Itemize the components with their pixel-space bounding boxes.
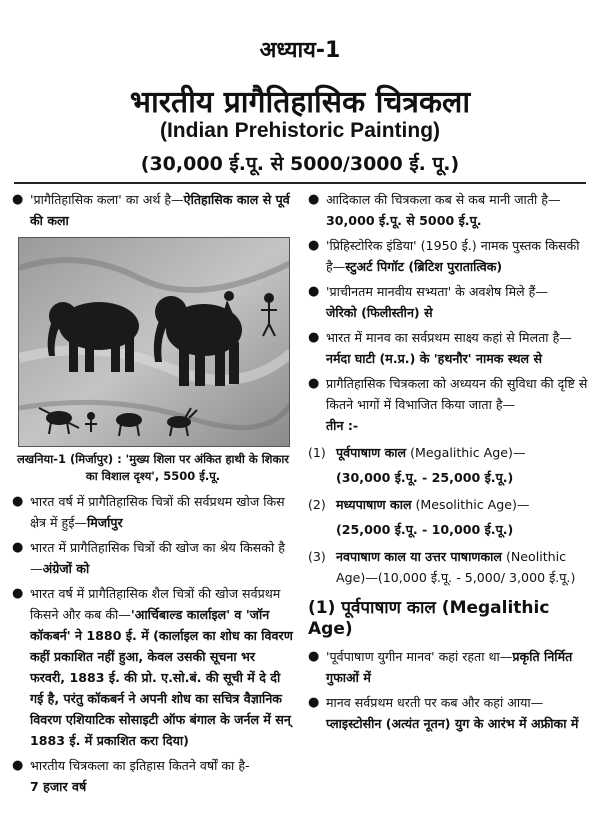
answer-text: नर्मदा घाटी (म.प्र.) के 'हथनौर' नामक स्थल से <box>326 351 542 366</box>
list-item <box>12 537 294 579</box>
list-item <box>308 235 590 277</box>
list-item <box>308 646 590 688</box>
left-column <box>12 189 294 801</box>
photo-caption: लखनिया-1 (मिर्जापुर) : 'मुख्य शिला पर अंकित हाथी के शिकार का विशाल दृश्य', 5500 ई.पू. <box>16 452 290 483</box>
period-range: (30,000 ई.पू. - 25,000 ई.पू.) <box>336 470 514 485</box>
list-item <box>12 755 294 797</box>
bullet-icon: ● <box>12 540 24 555</box>
answer-text: स्टुअर्ट पिगॉट (ब्रिटिश पुरातात्विक) <box>345 259 503 274</box>
period-item <box>308 442 590 463</box>
question-text: आदिकाल की चित्रकला कब से कब मानी जाती है— <box>326 192 561 207</box>
question-text: भारत वर्ष में प्रागैतिहासिक चित्रों की सर्वप्रथम खोज किस क्षेत्र में हुई— <box>30 494 285 530</box>
question-text: 'पूर्वपाषाण युगीन मानव' कहां रहता था— <box>326 649 513 664</box>
period-number: (3) <box>308 549 326 564</box>
bullet-icon: ● <box>12 494 24 509</box>
question-text: 'प्रागैतिहासिक कला' का अर्थ है— <box>30 192 184 207</box>
period-english: (Mesolithic Age)— <box>415 497 530 512</box>
question-text: मानव सर्वप्रथम धरती पर कब और कहां आया— <box>326 695 544 710</box>
period-name: पूर्वपाषाण काल <box>336 445 407 460</box>
list-item <box>308 327 590 369</box>
bullet-icon: ● <box>12 192 24 207</box>
question-text: भारतीय चित्रकला का इतिहास कितने वर्षों का है- <box>30 758 250 773</box>
list-item <box>12 583 294 751</box>
bullet-icon: ● <box>308 284 320 299</box>
question-text: भारत में मानव का सर्वप्रथम साक्ष्य कहां से मिलता है— <box>326 330 572 345</box>
period-range: (25,000 ई.पू. - 10,000 ई.पू.) <box>336 522 514 537</box>
period-english: (Megalithic Age)— <box>410 445 526 460</box>
period-number: (2) <box>308 497 326 512</box>
period-number: (1) <box>308 445 326 460</box>
period-english: (Neolithic Age)—(10,000 ई.पू. - 5,000/ 3,000 ई.पू.) <box>336 549 576 585</box>
list-item <box>308 692 590 734</box>
question-text: 'प्रिहिस्टोरिक इंडिया' (1950 ई.) नामक पुस्तक किसकी है— <box>326 238 580 274</box>
question-text: भारत वर्ष में प्रागैतिहासिक शैल चित्रों की खोज सर्वप्रथम किसने और कब की— <box>30 586 281 622</box>
section-heading: (1) पूर्वपाषाण काल (Megalithic Age) <box>308 598 550 639</box>
answer-text: प्रकृति निर्मित गुफाओं में <box>326 649 573 685</box>
period-item <box>308 546 590 588</box>
answer-text: जेरिको (फिलीस्तीन) से <box>326 305 433 320</box>
list-item <box>308 189 590 231</box>
answer-text: 'आर्चिबाल्ड कार्लाइल' व 'जॉन कॉकबर्न' ने 1880 ई. में (कार्लाइल का शोध का विवरण कहीं प्रकाशित नहीं हुआ, केवल उसकी सूचना भर फरवरी, 1883 ई. की प्रो. ए.सो.बं. की सूची में दे दी गई है, परंतु कॉकबर्न ने अपनी शोध का सचित्र वैज्ञानिक विवरण एशियाटिक सोसाइटी ऑफ बंगाल के जर्नल में सन् 1883 ई. में प्रकाशित करा दिया) <box>30 607 293 748</box>
bullet-icon: ● <box>308 238 320 253</box>
answer-text: 7 हजार वर्ष <box>30 779 87 794</box>
answer-text: ऐतिहासिक काल से पूर्व की कला <box>30 192 290 228</box>
elephant-hunt-painting-image <box>19 238 290 447</box>
chapter-title-hindi: भारतीय प्रागैतिहासिक चित्रकला <box>129 85 471 120</box>
bullet-icon: ● <box>12 758 24 773</box>
bullet-icon: ● <box>308 330 320 345</box>
question-text: भारत में प्रागैतिहासिक चित्रों की खोज का श्रेय किसको है— <box>30 540 285 576</box>
answer-text: अंग्रेजों को <box>42 561 90 576</box>
period-name: नवपाषाण काल या उत्तर पाषाणकाल <box>336 549 502 564</box>
question-text: प्रागैतिहासिक चित्रकला को अध्ययन की सुविधा की दृष्टि से कितने भागों में विभाजित किया जाता है— <box>326 376 588 412</box>
bullet-icon: ● <box>308 376 320 391</box>
header-divider <box>14 182 586 184</box>
chapter-title-english: (Indian Prehistoric Painting) <box>159 119 441 142</box>
right-column <box>308 189 590 738</box>
period-name: मध्यपाषाण काल <box>336 497 412 512</box>
answer-text: 30,000 ई.पू. से 5000 ई.पू. <box>326 213 482 228</box>
answer-text: मिर्जापुर <box>86 515 123 530</box>
period-item <box>308 494 590 515</box>
bullet-icon: ● <box>308 695 320 710</box>
chapter-number: अध्याय-1 <box>259 38 341 63</box>
chapter-date-range: (30,000 ई.पू. से 5000/3000 ई. पू.) <box>140 153 460 175</box>
list-item <box>308 281 590 323</box>
question-text: 'प्राचीनतम मानवीय सभ्यता' के अवशेष मिले हैं— <box>326 284 548 299</box>
bullet-icon: ● <box>308 192 320 207</box>
bullet-icon: ● <box>12 586 24 601</box>
list-item <box>308 373 590 436</box>
answer-text: तीन :- <box>326 418 359 433</box>
bullet-icon: ● <box>308 649 320 664</box>
list-item <box>12 189 294 231</box>
rock-painting-photo <box>18 237 290 447</box>
answer-text: प्लाइस्टोसीन (अत्यंत नूतन) युग के आरंभ में अफ्रीका में <box>326 716 579 731</box>
list-item <box>12 491 294 533</box>
